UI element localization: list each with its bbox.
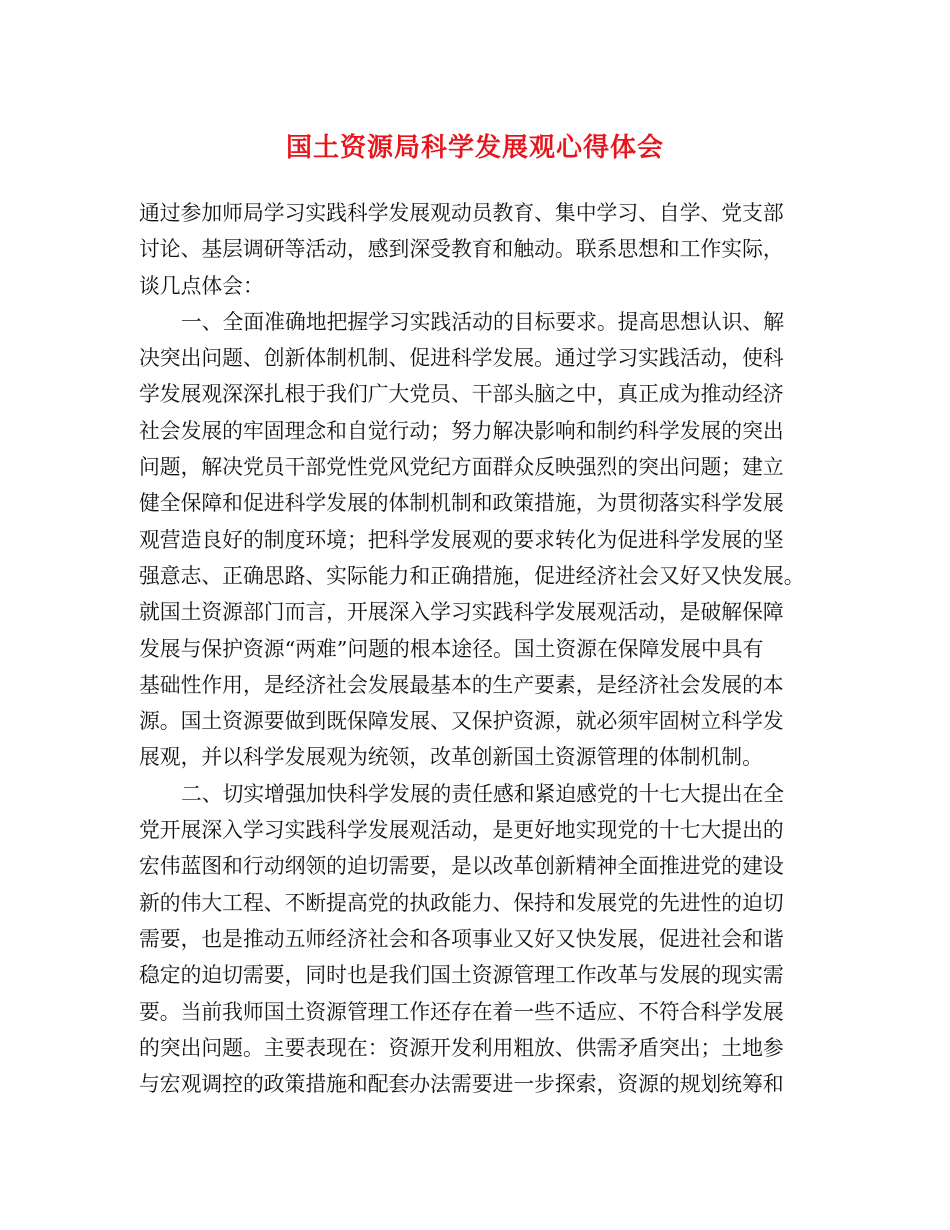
text-line: 基础性作用，是经济社会发展最基本的生产要素，是经济社会发展的本: [139, 672, 784, 697]
text-line: 稳定的迫切需要，同时也是我们国土资源管理工作改革与发展的现实需: [139, 963, 784, 988]
text-line: 强意志、正确思路、实际能力和正确措施，促进经济社会又好又快发展。: [139, 563, 805, 588]
text-line: 需要，也是推动五师经济社会和各项事业又好又快发展，促进社会和谐: [139, 926, 784, 951]
text-line: 党开展深入学习实践科学发展观活动，是更好地实现党的十七大提出的: [139, 818, 784, 843]
text-line: 要。当前我师国土资源管理工作还存在着一些不适应、不符合科学发展: [139, 999, 784, 1024]
document-body: [139, 195, 819, 1102]
text-line: 就国土资源部门而言，开展深入学习实践科学发展观活动，是破解保障: [139, 600, 784, 625]
text-line: 学发展观深深扎根于我们广大党员、干部头脑之中，真正成为推动经济: [139, 382, 784, 407]
text-line: 谈几点体会：: [139, 273, 264, 298]
text-line: 健全保障和促进科学发展的体制机制和政策措施，为贯彻落实科学发展: [139, 491, 784, 516]
text-line: 通过参加师局学习实践科学发展观动员教育、集中学习、自学、党支部: [139, 201, 784, 225]
text-line: 发展与保护资源“两难”问题的根本途径。国土资源在保障发展中具有: [139, 636, 764, 661]
text-line: 的突出问题。主要表现在：资源开发利用粗放、供需矛盾突出；土地参: [139, 1035, 784, 1060]
text-line: 与宏观调控的政策措施和配套办法需要进一步探索，资源的规划统筹和: [139, 1072, 784, 1097]
text-line: 宏伟蓝图和行动纲领的迫切需要，是以改革创新精神全面推进党的建设: [139, 854, 784, 879]
text-line: 新的伟大工程、不断提高党的执政能力、保持和发展党的先进性的迫切: [139, 890, 784, 915]
text-line: 二、切实增强加快科学发展的责任感和紧迫感党的十七大提出在全: [181, 781, 785, 806]
text-line: 观营造良好的制度环境；把科学发展观的要求转化为促进科学发展的坚: [139, 527, 784, 552]
text-line: 问题，解决党员干部党性党风党纪方面群众反映强烈的突出问题；建立: [139, 455, 784, 480]
text-line: 决突出问题、创新体制机制、促进科学发展。通过学习实践活动，使科: [139, 346, 784, 371]
document-title: 国土资源局科学发展观心得体会: [285, 133, 664, 163]
text-line: 一、全面准确地把握学习实践活动的目标要求。提高思想认识、解: [181, 309, 785, 334]
text-line: 展观，并以科学发展观为统领，改革创新国土资源管理的体制机制。: [139, 745, 763, 770]
text-line: 社会发展的牢固理念和自觉行动；努力解决影响和制约科学发展的突出: [139, 418, 784, 443]
text-line: 源。国土资源要做到既保障发展、又保护资源，就必须牢固树立科学发: [139, 709, 784, 734]
text-line: 讨论、基层调研等活动，感到深受教育和触动。联系思想和工作实际，: [139, 237, 784, 262]
